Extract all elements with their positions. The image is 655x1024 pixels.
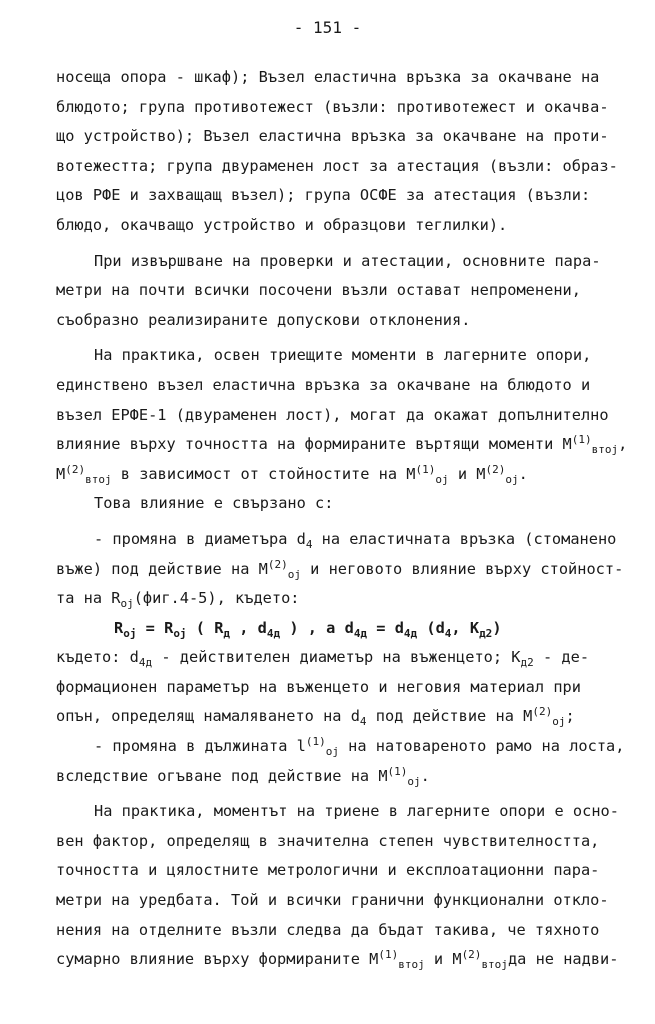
line-text: и M bbox=[448, 464, 486, 483]
text-line-with-formula bbox=[56, 945, 626, 975]
superscript: (2) bbox=[461, 948, 482, 962]
line-text: на натовареното рамо на лоста, bbox=[338, 737, 625, 756]
text-line: що устройство); Възел еластична връзка за окачване на проти- bbox=[56, 127, 609, 146]
line-text: влияние върху точността на формираните въртящи моменти M bbox=[56, 435, 572, 454]
subscript: 4д bbox=[403, 626, 418, 640]
line-text: да не надви- bbox=[507, 950, 619, 969]
subscript: oj bbox=[287, 567, 301, 581]
subscript: 4д bbox=[266, 626, 281, 640]
subscript: oj bbox=[407, 774, 421, 788]
line-text: опън, определящ намаляването на d bbox=[56, 707, 360, 726]
superscript: (2) bbox=[65, 462, 86, 476]
text-line: вен фактор, определящ в значителна степен чувствителността, bbox=[56, 831, 600, 850]
formula-text: ) , a d bbox=[280, 618, 354, 637]
superscript: (2) bbox=[532, 705, 553, 719]
subscript: oj bbox=[505, 472, 519, 486]
line-text: под действие на M bbox=[366, 707, 533, 726]
text-line-with-formula bbox=[56, 555, 626, 585]
formula-text: R bbox=[114, 618, 124, 637]
subscript: д2 bbox=[520, 656, 534, 670]
superscript: (1) bbox=[305, 734, 326, 748]
subscript-part: oj bbox=[98, 472, 112, 486]
text-line: метри на уредбата. Той и всички гранични функционални откло- bbox=[56, 891, 609, 910]
subscript: втoj bbox=[481, 958, 508, 972]
text-line-with-formula bbox=[56, 460, 626, 490]
formula-text: , K bbox=[451, 618, 480, 637]
subscript: д2 bbox=[479, 626, 493, 640]
superscript: (1) bbox=[378, 948, 399, 962]
text-line: На практика, освен триещите моменти в лагерните опори, bbox=[94, 346, 592, 365]
line-text: та на R bbox=[56, 589, 121, 608]
line-text: на еластичната връзка (стоманено bbox=[312, 529, 617, 548]
line-text: сумарно влияние върху формираните M bbox=[56, 950, 379, 969]
text-line-with-formula bbox=[56, 430, 626, 460]
text-line-with-formula bbox=[56, 762, 626, 792]
line-text: - промяна в дължината l bbox=[94, 737, 306, 756]
subscript: 4д bbox=[138, 656, 153, 670]
subscript: втoj bbox=[398, 958, 425, 972]
line-text: в зависимост от стойностите на M bbox=[111, 464, 416, 483]
superscript: (1) bbox=[571, 433, 592, 447]
text-line-with-formula bbox=[56, 702, 626, 732]
subscript-part: вт bbox=[85, 472, 99, 486]
line-text: въже) под действие на M bbox=[56, 559, 268, 578]
subscript-part: oj bbox=[604, 443, 619, 457]
subscript: oj bbox=[325, 745, 339, 759]
text-line-with-formula bbox=[56, 643, 626, 673]
superscript: (1) bbox=[387, 764, 408, 778]
text-line: точността и цялостните метрологични и експлоатационни пара- bbox=[56, 861, 600, 880]
subscript: oj bbox=[123, 626, 137, 640]
subscript: oj bbox=[552, 715, 566, 729]
subscript: д bbox=[223, 626, 231, 640]
text-line: цов РФЕ и захващащ възел); група ОСФЕ за атестация (възли: bbox=[56, 186, 591, 205]
text-line: единствено възел еластична връзка за окачване на блюдото и bbox=[56, 375, 591, 394]
page-number: - 151 - bbox=[293, 18, 362, 37]
subscript: 4 bbox=[444, 626, 452, 640]
text-line-with-formula bbox=[56, 525, 626, 555]
formula-text: , d bbox=[230, 618, 267, 637]
line-text: - де- bbox=[533, 648, 590, 667]
line-text: ; bbox=[565, 707, 575, 726]
superscript: (2) bbox=[267, 557, 288, 571]
subscript bbox=[592, 443, 619, 456]
text-line: нения на отделните възли следва да бъдат такива, че тяхното bbox=[56, 920, 600, 939]
line-text: , bbox=[618, 435, 628, 454]
line-text: - действителен диаметър на въженцето; K bbox=[152, 648, 521, 667]
subscript: 4 bbox=[359, 715, 367, 729]
text-line: метри на почти всички посочени възли остават непроменени, bbox=[56, 281, 581, 300]
line-text: - промяна в диаметъра d bbox=[94, 529, 306, 548]
text-line: блюдото; група противотежест (възли: противотежест и окачва- bbox=[56, 97, 609, 116]
line-text: вследствие огъване под действие на M bbox=[56, 766, 388, 785]
subscript: 4 bbox=[305, 537, 313, 551]
formula-text: = d bbox=[367, 618, 404, 637]
line-text: където: d bbox=[56, 648, 139, 667]
formula-text: ) bbox=[492, 618, 502, 637]
formula-text: ( R bbox=[186, 618, 224, 637]
text-line: блюдо, окачващо устройство и образцови теглилки). bbox=[56, 215, 508, 234]
formula-text: = R bbox=[136, 618, 174, 637]
subscript bbox=[85, 473, 112, 486]
line-text: (фиг.4-5), където: bbox=[133, 589, 300, 608]
line-text: . bbox=[420, 766, 430, 785]
text-line: При извършване на проверки и атестации, основните пара- bbox=[94, 251, 601, 270]
subscript: oj bbox=[173, 626, 187, 640]
text-line: вотежестта; група двураменен лост за атестация (възли: образ- bbox=[56, 156, 618, 175]
line-text: и неговото влияние върху стойност- bbox=[300, 559, 624, 578]
superscript: (2) bbox=[485, 462, 506, 476]
line-text: и M bbox=[424, 950, 462, 969]
text-line: съобразно реализираните допускови отклонения. bbox=[56, 310, 471, 329]
text-line-with-formula bbox=[56, 732, 626, 762]
line-text: . bbox=[518, 464, 528, 483]
text-line: На практика, моментът на триене в лагерните опори е осно- bbox=[94, 802, 619, 821]
text-line: Това влияние е свързано с: bbox=[94, 494, 334, 513]
subscript: oj bbox=[120, 597, 134, 611]
subscript: 4д bbox=[353, 626, 368, 640]
line-text: M bbox=[56, 464, 66, 483]
subscript: oj bbox=[435, 472, 449, 486]
formula-line bbox=[56, 614, 626, 644]
text-line-with-formula bbox=[56, 584, 626, 614]
formula-text: (d bbox=[417, 618, 445, 637]
text-line: носеща опора - шкаф); Възел еластична връзка за окачване на bbox=[56, 68, 600, 86]
superscript: (1) bbox=[415, 462, 436, 476]
text-line: възел ЕРФЕ-1 (двураменен лост), могат да окажат допълнително bbox=[56, 405, 609, 424]
text-line: формационен параметър на въженцето и неговия материал при bbox=[56, 677, 581, 696]
body-text bbox=[56, 63, 626, 975]
subscript-part: вт bbox=[591, 443, 605, 457]
